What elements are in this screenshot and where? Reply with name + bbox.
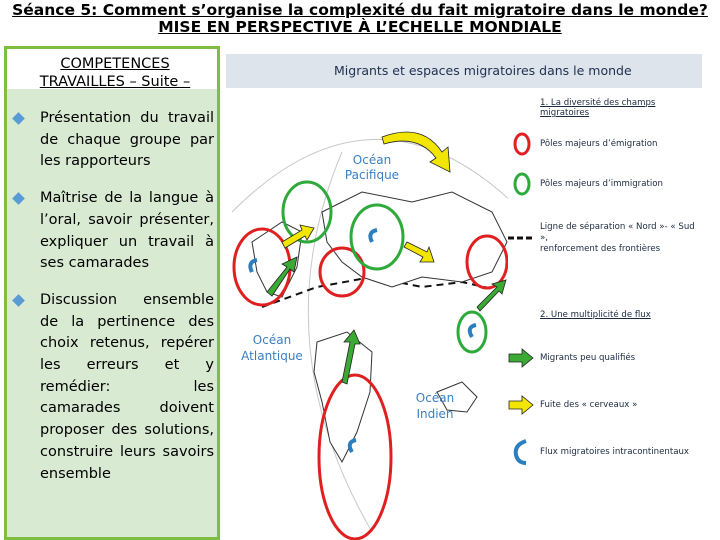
intracontinental-arrow	[350, 440, 356, 452]
brain-drain-legend-icon	[508, 394, 534, 416]
ocean-label: Indien	[416, 407, 454, 421]
ocean-label: Océan	[415, 391, 455, 405]
map-legend	[508, 92, 698, 540]
competences-title-line2: TRAVAILLES – Suite –	[39, 74, 191, 90]
legend-label-separation-line1: Ligne de séparation « Nord »- « Sud »,	[540, 222, 695, 243]
legend-label-intracontinental: Flux migratoires intracontinentaux	[540, 447, 690, 457]
legend-label-brain-drain: Fuite des « cerveaux »	[540, 400, 638, 410]
bullet-text: Maîtrise de la langue à l’oral, savoir présenter, expliquer un travail à ses camarades	[40, 190, 214, 272]
slide-title-line2: MISE EN PERSPECTIVE À L’ECHELLE MONDIALE	[158, 18, 562, 36]
map-header	[226, 54, 702, 88]
slide-title-line1: Séance 5: Comment s’organise la complexité du fait migratoire dans le monde?	[12, 1, 708, 19]
immigration-pole	[458, 312, 486, 352]
low-skilled-arrow	[477, 280, 506, 311]
legend-label-separation-line2: renforcement des frontières	[540, 244, 661, 254]
brain-drain-arrow	[382, 132, 450, 172]
intracontinental-arrow	[470, 325, 476, 337]
map-title: Migrants et espaces migratoires dans le monde	[334, 63, 632, 78]
low-skilled-legend-icon	[508, 347, 534, 369]
ocean-label: Pacifique	[344, 168, 400, 182]
list-item	[6, 188, 214, 275]
diamond-bullet-icon	[12, 294, 25, 307]
ocean-label: Océan	[352, 153, 392, 167]
ocean-label: Océan	[252, 333, 292, 347]
ocean-label: Atlantique	[241, 349, 303, 363]
continent-africa	[314, 332, 372, 462]
list-item	[6, 290, 214, 485]
legend-label-immigration: Pôles majeurs d’immigration	[540, 179, 663, 189]
separation-line-legend-icon	[508, 233, 534, 243]
bullet-text: Présentation du travail de chaque groupe par les rapporteurs	[40, 110, 214, 170]
legend-label-low-skilled: Migrants peu qualifiés	[540, 353, 636, 363]
competences-list	[6, 108, 214, 500]
diamond-bullet-icon	[12, 112, 25, 125]
world-map-drawing	[222, 92, 522, 540]
migration-map	[222, 52, 720, 540]
intracontinental-legend-icon	[510, 437, 534, 467]
legend-section-title: 1. La diversité des champs migratoires	[540, 98, 656, 118]
list-item	[6, 108, 214, 173]
competences-title-line1: COMPETENCES	[60, 56, 170, 72]
slide-title	[0, 2, 720, 36]
legend-section-title: 2. Une multiplicité de flux	[540, 310, 651, 320]
bullet-text: Discussion ensemble de la pertinence des choix retenus, repérer les erreurs et y remédier: les camarades doivent proposer des solutions, construire leurs savoirs ensemble	[40, 291, 214, 482]
emigration-legend-icon	[510, 132, 534, 156]
legend-label-emigration: Pôles majeurs d’émigration	[540, 139, 658, 149]
competences-title	[0, 55, 230, 91]
immigration-legend-icon	[510, 172, 534, 196]
diamond-bullet-icon	[12, 192, 25, 205]
legend-label-separation	[540, 222, 698, 255]
